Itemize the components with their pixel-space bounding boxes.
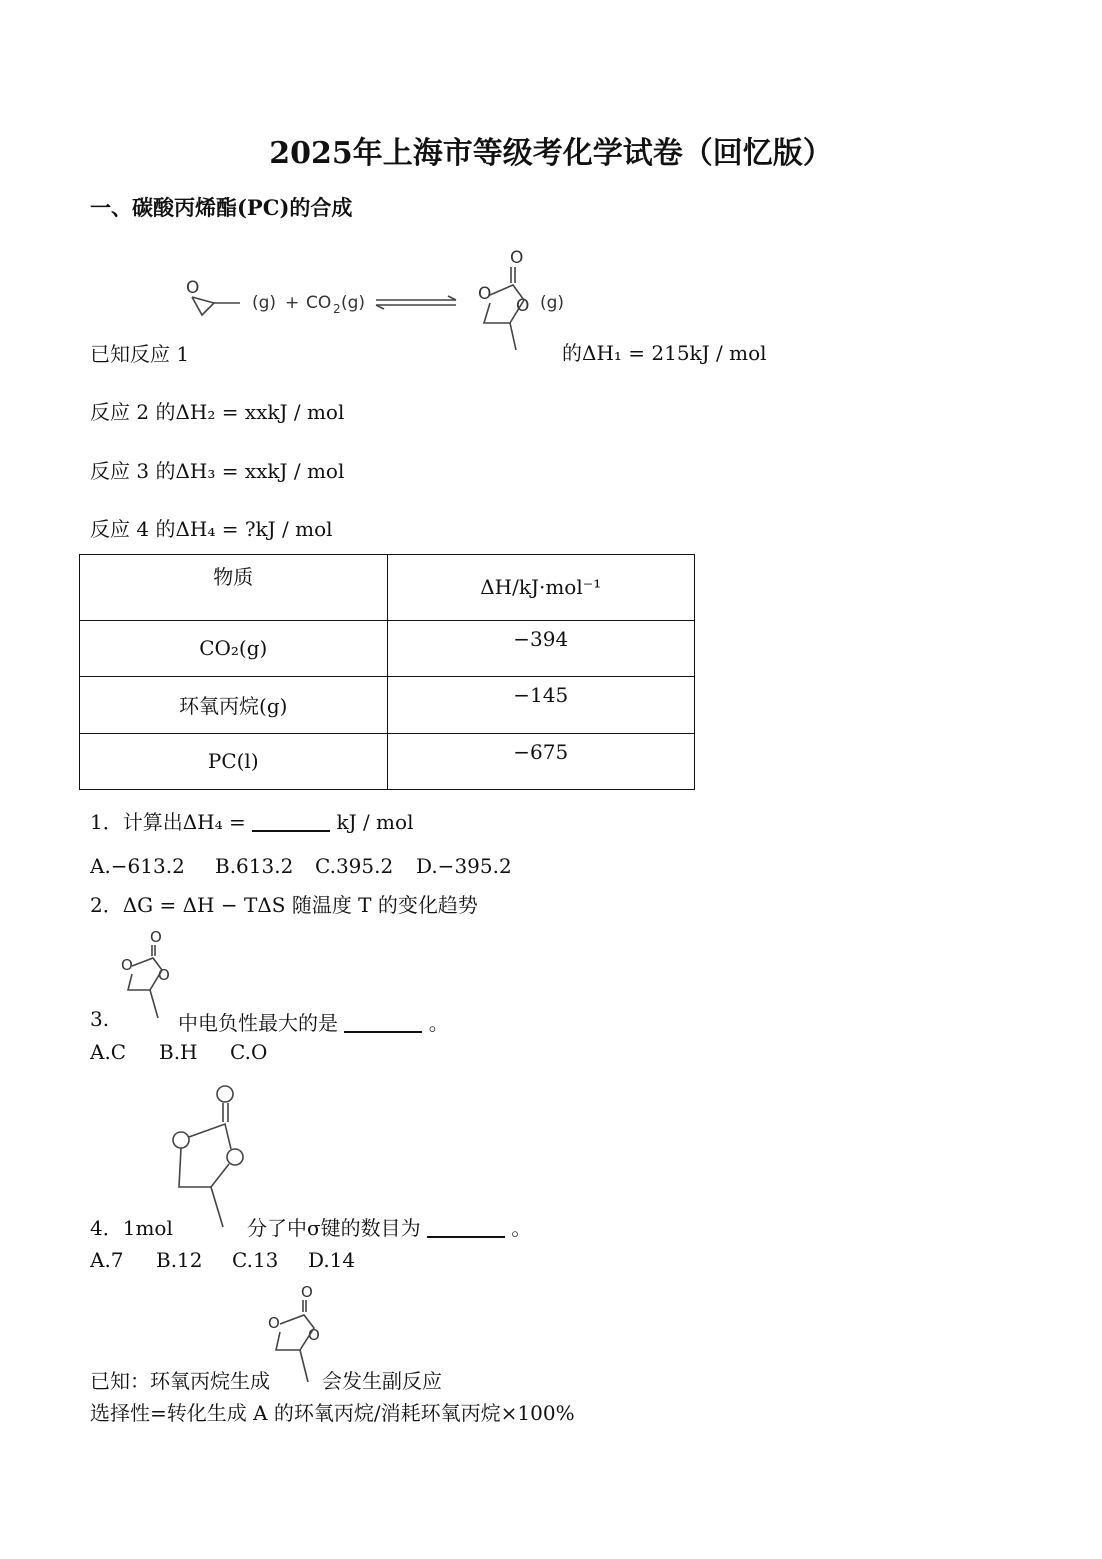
page-title: 2025年上海市等级考化学试卷（回忆版） (269, 136, 833, 171)
svg-text:O: O (301, 1283, 313, 1301)
q4-option-a[interactable]: A.7 (90, 1248, 124, 1272)
table-cell-substance: CO₂(g) (80, 620, 388, 676)
note-pre: 已知：环氧丙烷生成 (90, 1369, 270, 1393)
co2-formula: CO (306, 293, 332, 313)
note-selectivity: 选择性=转化生成 A 的环氧丙烷/消耗环氧丙烷×100% (90, 1401, 575, 1425)
q3-stem-text: 中电负性最大的是 (178, 1011, 338, 1035)
note-post: 会发生副反应 (322, 1369, 442, 1393)
table-cell-value: −145 (387, 677, 695, 733)
section-heading: 一、碳酸丙烯酯(PC)的合成 (90, 195, 353, 220)
enthalpy-table (79, 554, 695, 790)
table-cell-substance: 环氧丙烷(g) (80, 677, 388, 733)
q1-option-a[interactable]: A.−613.2 (90, 854, 185, 878)
q3-stem (178, 1007, 449, 1036)
q3-number: 3. (90, 1007, 110, 1031)
table-header-substance: 物质 (80, 555, 388, 621)
table-cell-value: −675 (387, 733, 695, 789)
known-r4: 反应 4 的ΔH₄ = ?kJ / mol (90, 517, 333, 541)
q3-stem-end: 。 (428, 1011, 449, 1035)
q3-option-c[interactable]: C.O (230, 1040, 268, 1064)
svg-text:O: O (308, 1326, 320, 1344)
table-row (80, 733, 695, 789)
reaction-equation (180, 245, 580, 355)
known-r2: 反应 2 的ΔH₂ = xxkJ / mol (90, 400, 345, 424)
known-r3: 反应 3 的ΔH₃ = xxkJ / mol (90, 459, 345, 483)
q3-option-a[interactable]: A.C (90, 1040, 127, 1064)
q4-answer-blank[interactable] (427, 1216, 505, 1238)
q4-stem-text: 分了中σ键的数目为 (247, 1216, 421, 1240)
q3-option-b[interactable]: B.H (159, 1040, 198, 1064)
q1-option-c[interactable]: C.395.2 (315, 854, 394, 878)
table-header-row (80, 555, 695, 621)
q1-stem-post: kJ / mol (336, 810, 414, 834)
q3-answer-blank[interactable] (344, 1011, 422, 1033)
table-row (80, 677, 695, 733)
q1-option-b[interactable]: B.613.2 (215, 854, 294, 878)
pc-o-left: O (478, 284, 492, 304)
known-r1-value: 的ΔH₁ = 215kJ / mol (562, 341, 767, 365)
q4-number: 4．1mol (90, 1216, 173, 1240)
known-r1-prefix: 已知反应 1 (90, 342, 190, 366)
q4-option-d[interactable]: D.14 (308, 1248, 356, 1272)
product-state: (g) (540, 293, 565, 313)
table-row (80, 620, 695, 676)
q4-stem-end: 。 (511, 1216, 532, 1240)
pc-molecule-q4 (165, 1082, 255, 1232)
pc-o-right: O (516, 296, 530, 316)
q1-option-d[interactable]: D.−395.2 (416, 854, 512, 878)
q4-option-c[interactable]: C.13 (232, 1248, 279, 1272)
reactant-state: (g) (252, 293, 277, 313)
q4-stem (247, 1212, 531, 1241)
pc-o-top: O (510, 248, 524, 268)
q2-stem: 2．ΔG = ΔH − TΔS 随温度 T 的变化趋势 (90, 893, 478, 917)
pc-methyl (510, 323, 516, 350)
q1-stem (90, 806, 413, 835)
epoxide-ring (192, 297, 214, 315)
svg-text:O: O (150, 928, 162, 946)
epoxide-o-label: O (186, 278, 200, 298)
co2-subscript: 2 (333, 302, 341, 316)
table-cell-value: −394 (387, 620, 695, 676)
table-header-enthalpy: ΔH/kJ·mol⁻¹ (387, 555, 695, 621)
q4-option-b[interactable]: B.12 (156, 1248, 203, 1272)
svg-text:O: O (158, 966, 170, 984)
q1-stem-pre: 1．计算出ΔH₄ = (90, 810, 246, 834)
co2-state: (g) (341, 293, 366, 313)
q1-answer-blank[interactable] (252, 810, 330, 832)
svg-text:O: O (268, 1314, 280, 1332)
pc-molecule-q3 (118, 928, 178, 1023)
plus-sign: + (285, 293, 300, 313)
svg-text:O: O (121, 956, 133, 974)
table-cell-substance: PC(l) (80, 733, 388, 789)
